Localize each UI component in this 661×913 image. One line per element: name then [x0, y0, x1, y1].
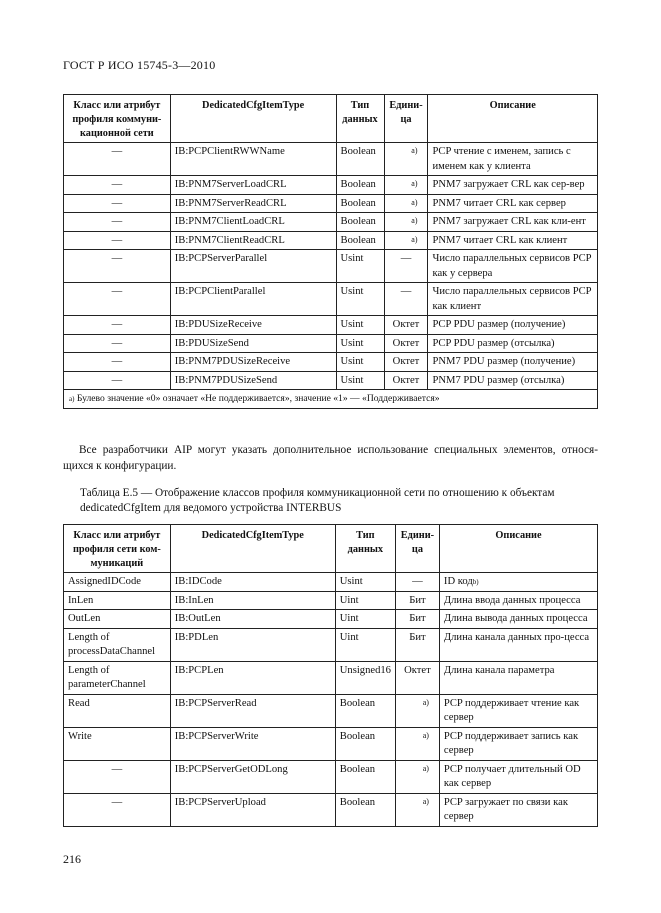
- cell-type: [170, 194, 336, 213]
- cell-type: [170, 143, 336, 176]
- cell-description: [439, 591, 597, 610]
- cell-unit: [384, 194, 428, 213]
- cell-class: [64, 628, 171, 661]
- cell-text: Boolean: [339, 796, 376, 808]
- cell-text: —: [111, 253, 123, 264]
- cell-datatype: [336, 213, 384, 232]
- header-type: DedicatedCfgItemType: [170, 95, 336, 143]
- cell-text: —: [111, 197, 123, 209]
- table-row: [64, 793, 598, 826]
- cell-class: [64, 194, 171, 213]
- table-note: [64, 390, 598, 409]
- cell-text: PNM7 загружает CRL как сер-вер: [432, 179, 585, 190]
- cell-class: [64, 371, 171, 390]
- cell-datatype: [335, 591, 395, 610]
- table-row: [64, 573, 598, 592]
- table-row: [64, 176, 598, 195]
- table-row: [64, 143, 598, 176]
- cell-text: PCP поддерживает запись как сервер: [443, 730, 579, 756]
- header-type: DedicatedCfgItemType: [170, 525, 335, 573]
- cell-type: [170, 694, 335, 727]
- cell-unit: [395, 727, 439, 760]
- cell-datatype: [336, 353, 384, 372]
- cell-text: PNM7 PDU размер (отсылка): [432, 374, 565, 386]
- cell-description: [428, 250, 598, 283]
- header-class: Класс или атрибут профиля коммуни-кационной сети: [64, 95, 171, 143]
- cell-text: PCP PDU размер (получение): [432, 319, 566, 330]
- cell-unit: [384, 283, 428, 316]
- cell-unit: [384, 353, 428, 372]
- cell-text: —: [111, 179, 123, 190]
- cell-text: Длина канала данных про-цесса: [443, 631, 590, 643]
- cell-unit: [384, 213, 428, 232]
- cell-text: PCP чтение с именем, запись с именем как у клиента: [432, 146, 571, 172]
- cell-text: Uint: [339, 631, 359, 643]
- cell-unit: [395, 793, 439, 826]
- cell-text: IB:PDUSizeReceive: [174, 319, 262, 330]
- cell-text: —: [111, 356, 123, 367]
- page-number: 216: [63, 852, 81, 866]
- cell-text: Октет: [392, 356, 420, 367]
- cell-datatype: [336, 283, 384, 316]
- cell-class: [64, 727, 171, 760]
- cell-text: —: [111, 374, 123, 386]
- cell-text: IB:PCPClientParallel: [174, 286, 266, 297]
- cell-type: [170, 334, 336, 353]
- table-caption-line1: Таблица Е.5 — Отображение классов профиля коммуникационной сети по отношению к объектам: [80, 487, 555, 499]
- cell-text: a): [411, 179, 418, 188]
- cell-class: [64, 353, 171, 372]
- table-row: [64, 316, 598, 335]
- cell-text: —: [111, 337, 123, 349]
- cell-text: InLen: [68, 594, 94, 606]
- cell-class: [64, 213, 171, 232]
- table-row: [64, 694, 598, 727]
- cell-description: [439, 628, 597, 661]
- cell-text: —: [111, 146, 123, 157]
- table-e5-interbus-slave: [63, 524, 598, 827]
- cell-text: Бит: [409, 613, 426, 624]
- cell-text: Unsigned16: [339, 664, 391, 676]
- cell-type: [170, 760, 335, 793]
- cell-type: [170, 316, 336, 335]
- cell-description: [439, 793, 597, 826]
- cell-text: PNM7 читает CRL как клиент: [432, 234, 568, 246]
- cell-text: PNM7 PDU размер (получение): [432, 356, 576, 367]
- cell-class: [64, 316, 171, 335]
- cell-text: IB:PNM7ClientReadCRL: [174, 234, 285, 246]
- cell-text: PCP загружает по связи как сервер: [443, 796, 568, 822]
- cell-text: PCP поддерживает чтение как сервер: [443, 697, 580, 723]
- cell-description: [428, 283, 598, 316]
- cell-text: Октет: [392, 337, 420, 349]
- cell-text: IB:PCPServerRead: [174, 697, 257, 709]
- cell-type: [170, 610, 335, 629]
- cell-text: IB:PDLen: [174, 631, 219, 643]
- cell-text: ID код: [443, 576, 473, 587]
- cell-description: [428, 334, 598, 353]
- cell-type: [170, 573, 335, 592]
- cell-text: Usint: [340, 286, 364, 297]
- cell-datatype: [335, 694, 395, 727]
- cell-text: —: [111, 234, 123, 246]
- cell-datatype: [335, 661, 395, 694]
- cell-text: Usint: [340, 319, 364, 330]
- cell-datatype: [335, 727, 395, 760]
- table-note-row: [64, 390, 598, 409]
- cell-description: [439, 573, 597, 592]
- cell-text: —: [111, 216, 123, 227]
- header-class: Класс или атрибут профиля сети ком-муникаций: [64, 525, 171, 573]
- cell-text: Uint: [339, 594, 359, 606]
- cell-class: [64, 283, 171, 316]
- cell-class: [64, 334, 171, 353]
- table-row: [64, 727, 598, 760]
- cell-description: [439, 694, 597, 727]
- cell-text: Usint: [339, 576, 363, 587]
- cell-unit: [395, 628, 439, 661]
- table-caption-line2: dedicatedCfgItem для ведомого устройства INTERBUS: [80, 502, 342, 514]
- cell-text: Бит: [409, 594, 426, 606]
- cell-type: [170, 727, 335, 760]
- cell-datatype: [336, 334, 384, 353]
- table-row: [64, 194, 598, 213]
- cell-description: [428, 353, 598, 372]
- cell-unit: [395, 694, 439, 727]
- cell-text: IB:PNM7ServerLoadCRL: [174, 179, 287, 190]
- cell-text: IB:PCPLen: [174, 664, 224, 676]
- header-datatype: Тип данных: [335, 525, 395, 573]
- table-row: [64, 591, 598, 610]
- cell-text: Октет: [392, 374, 420, 386]
- cell-text: Boolean: [340, 179, 376, 190]
- cell-class: [64, 573, 171, 592]
- cell-type: [170, 793, 335, 826]
- cell-text: a): [422, 763, 429, 773]
- table-row: [64, 628, 598, 661]
- cell-datatype: [336, 316, 384, 335]
- cell-description: [428, 371, 598, 390]
- cell-type: [170, 213, 336, 232]
- cell-text: IB:PNM7ClientLoadCRL: [174, 216, 285, 227]
- cell-text: OutLen: [68, 613, 101, 624]
- footnote-mark: b): [472, 578, 479, 586]
- cell-text: —: [400, 253, 412, 264]
- cell-description: [428, 194, 598, 213]
- cell-description: [439, 661, 597, 694]
- cell-text: —: [111, 319, 123, 330]
- cell-text: a): [411, 146, 418, 155]
- cell-type: [170, 231, 336, 250]
- cell-unit: [384, 143, 428, 176]
- table-row: [64, 334, 598, 353]
- table-caption: [80, 486, 598, 516]
- header-datatype: Тип данных: [336, 95, 384, 143]
- cell-description: [428, 213, 598, 232]
- cell-unit: [384, 371, 428, 390]
- cell-text: IB:PCPServerUpload: [174, 796, 266, 808]
- cell-unit: [395, 760, 439, 793]
- cell-description: [428, 231, 598, 250]
- header-description: Описание: [439, 525, 597, 573]
- cell-text: a): [411, 197, 418, 207]
- cell-text: a): [411, 216, 418, 225]
- cell-datatype: [336, 231, 384, 250]
- cell-text: —: [111, 286, 123, 297]
- cell-text: IB:PCPServerParallel: [174, 253, 268, 264]
- cell-unit: [395, 610, 439, 629]
- table-row: [64, 231, 598, 250]
- cell-datatype: [335, 573, 395, 592]
- cell-text: Boolean: [339, 697, 376, 709]
- cell-unit: [395, 591, 439, 610]
- cell-datatype: [335, 793, 395, 826]
- cell-type: [170, 591, 335, 610]
- table-row: [64, 760, 598, 793]
- table-row: [64, 213, 598, 232]
- cell-unit: [384, 334, 428, 353]
- cell-type: [170, 371, 336, 390]
- cell-unit: [384, 316, 428, 335]
- cell-text: Длина ввода данных процесса: [443, 594, 581, 606]
- cell-text: —: [412, 576, 423, 587]
- cell-text: Boolean: [339, 763, 376, 775]
- cell-class: [64, 610, 171, 629]
- cell-datatype: [336, 371, 384, 390]
- cell-class: [64, 176, 171, 195]
- cell-class: [64, 694, 171, 727]
- cell-unit: [384, 176, 428, 195]
- cell-text: Boolean: [340, 197, 376, 209]
- cell-datatype: [336, 143, 384, 176]
- cell-type: [170, 176, 336, 195]
- cell-text: Boolean: [339, 730, 376, 742]
- cell-type: [170, 283, 336, 316]
- cell-text: a): [422, 730, 429, 740]
- paragraph: Все разработчики AIP могут указать дополнительное использование специальных элементов, относя-щихся к конфигурации.: [63, 444, 598, 472]
- cell-text: IB:PCPClientRWWName: [174, 146, 285, 157]
- cell-type: [170, 353, 336, 372]
- cell-text: IB:PDUSizeSend: [174, 337, 249, 349]
- cell-text: Boolean: [340, 216, 376, 227]
- cell-text: Write: [68, 730, 92, 742]
- cell-class: [64, 250, 171, 283]
- cell-text: Число параллельных сервисов PCP как клиент: [432, 286, 592, 312]
- cell-text: Read: [68, 697, 90, 709]
- cell-datatype: [335, 628, 395, 661]
- cell-text: Usint: [340, 253, 364, 264]
- table-row: [64, 661, 598, 694]
- cell-text: Boolean: [340, 234, 376, 246]
- cell-text: PCP получает длительный OD как сервер: [443, 763, 581, 789]
- cell-unit: [384, 231, 428, 250]
- cell-type: [170, 250, 336, 283]
- cell-text: —: [400, 286, 412, 297]
- cell-text: Length of parameterChannel: [68, 664, 146, 690]
- cell-class: [64, 591, 171, 610]
- cell-text: Длина канала параметра: [443, 664, 555, 676]
- cell-text: Usint: [340, 337, 364, 349]
- table-profile-mapping-continued: [63, 94, 598, 409]
- header-unit: Едини-ца: [395, 525, 439, 573]
- cell-type: [170, 628, 335, 661]
- cell-class: [64, 661, 171, 694]
- cell-datatype: [336, 194, 384, 213]
- cell-text: —: [111, 763, 123, 775]
- cell-datatype: [336, 176, 384, 195]
- cell-datatype: [335, 610, 395, 629]
- table-row: [64, 283, 598, 316]
- cell-class: [64, 143, 171, 176]
- note-mark: a): [69, 395, 75, 403]
- cell-text: Boolean: [340, 146, 376, 157]
- cell-description: [428, 316, 598, 335]
- cell-text: a): [422, 796, 429, 806]
- cell-text: Октет: [392, 319, 420, 330]
- cell-text: Length of processDataChannel: [68, 631, 156, 657]
- cell-text: Uint: [339, 613, 359, 624]
- cell-datatype: [335, 760, 395, 793]
- cell-text: PNM7 загружает CRL как кли-ент: [432, 216, 586, 227]
- cell-description: [428, 176, 598, 195]
- header-unit: Едини-ца: [384, 95, 428, 143]
- cell-text: IB:PCPServerWrite: [174, 730, 259, 742]
- cell-description: [439, 760, 597, 793]
- cell-text: IB:IDCode: [174, 576, 222, 587]
- cell-text: Длина вывода данных процесса: [443, 613, 588, 624]
- cell-text: PNM7 читает CRL как сервер: [432, 197, 566, 209]
- cell-type: [170, 661, 335, 694]
- header-description: Описание: [428, 95, 598, 143]
- table-row: [64, 353, 598, 372]
- cell-description: [439, 610, 597, 629]
- cell-class: [64, 231, 171, 250]
- cell-text: Usint: [340, 356, 364, 367]
- cell-datatype: [336, 250, 384, 283]
- cell-text: a): [411, 234, 418, 244]
- cell-text: IB:PCPServerGetODLong: [174, 763, 288, 775]
- table-row: [64, 250, 598, 283]
- cell-text: a): [422, 697, 429, 707]
- cell-description: [439, 727, 597, 760]
- cell-description: [428, 143, 598, 176]
- table-row: [64, 371, 598, 390]
- cell-class: [64, 793, 171, 826]
- cell-text: AssignedIDCode: [68, 576, 141, 587]
- cell-text: IB:PNM7ServerReadCRL: [174, 197, 287, 209]
- cell-text: IB:PNM7PDUSizeSend: [174, 374, 278, 386]
- cell-class: [64, 760, 171, 793]
- note-text: Булево значение «0» означает «Не поддерживается», значение «1» — «Поддерживается»: [76, 393, 440, 404]
- cell-text: Usint: [340, 374, 364, 386]
- cell-text: Октет: [404, 664, 431, 676]
- cell-text: PCP PDU размер (отсылка): [432, 337, 555, 349]
- cell-text: —: [111, 796, 123, 808]
- cell-text: Бит: [409, 631, 426, 643]
- cell-text: IB:PNM7PDUSizeReceive: [174, 356, 291, 367]
- cell-unit: [384, 250, 428, 283]
- cell-text: IB:InLen: [174, 594, 214, 606]
- cell-text: Число параллельных сервисов PCP как у сервера: [432, 253, 592, 279]
- document-header: ГОСТ Р ИСО 15745-3—2010: [63, 58, 216, 72]
- cell-unit: [395, 661, 439, 694]
- cell-text: IB:OutLen: [174, 613, 221, 624]
- table-row: [64, 610, 598, 629]
- cell-unit: [395, 573, 439, 592]
